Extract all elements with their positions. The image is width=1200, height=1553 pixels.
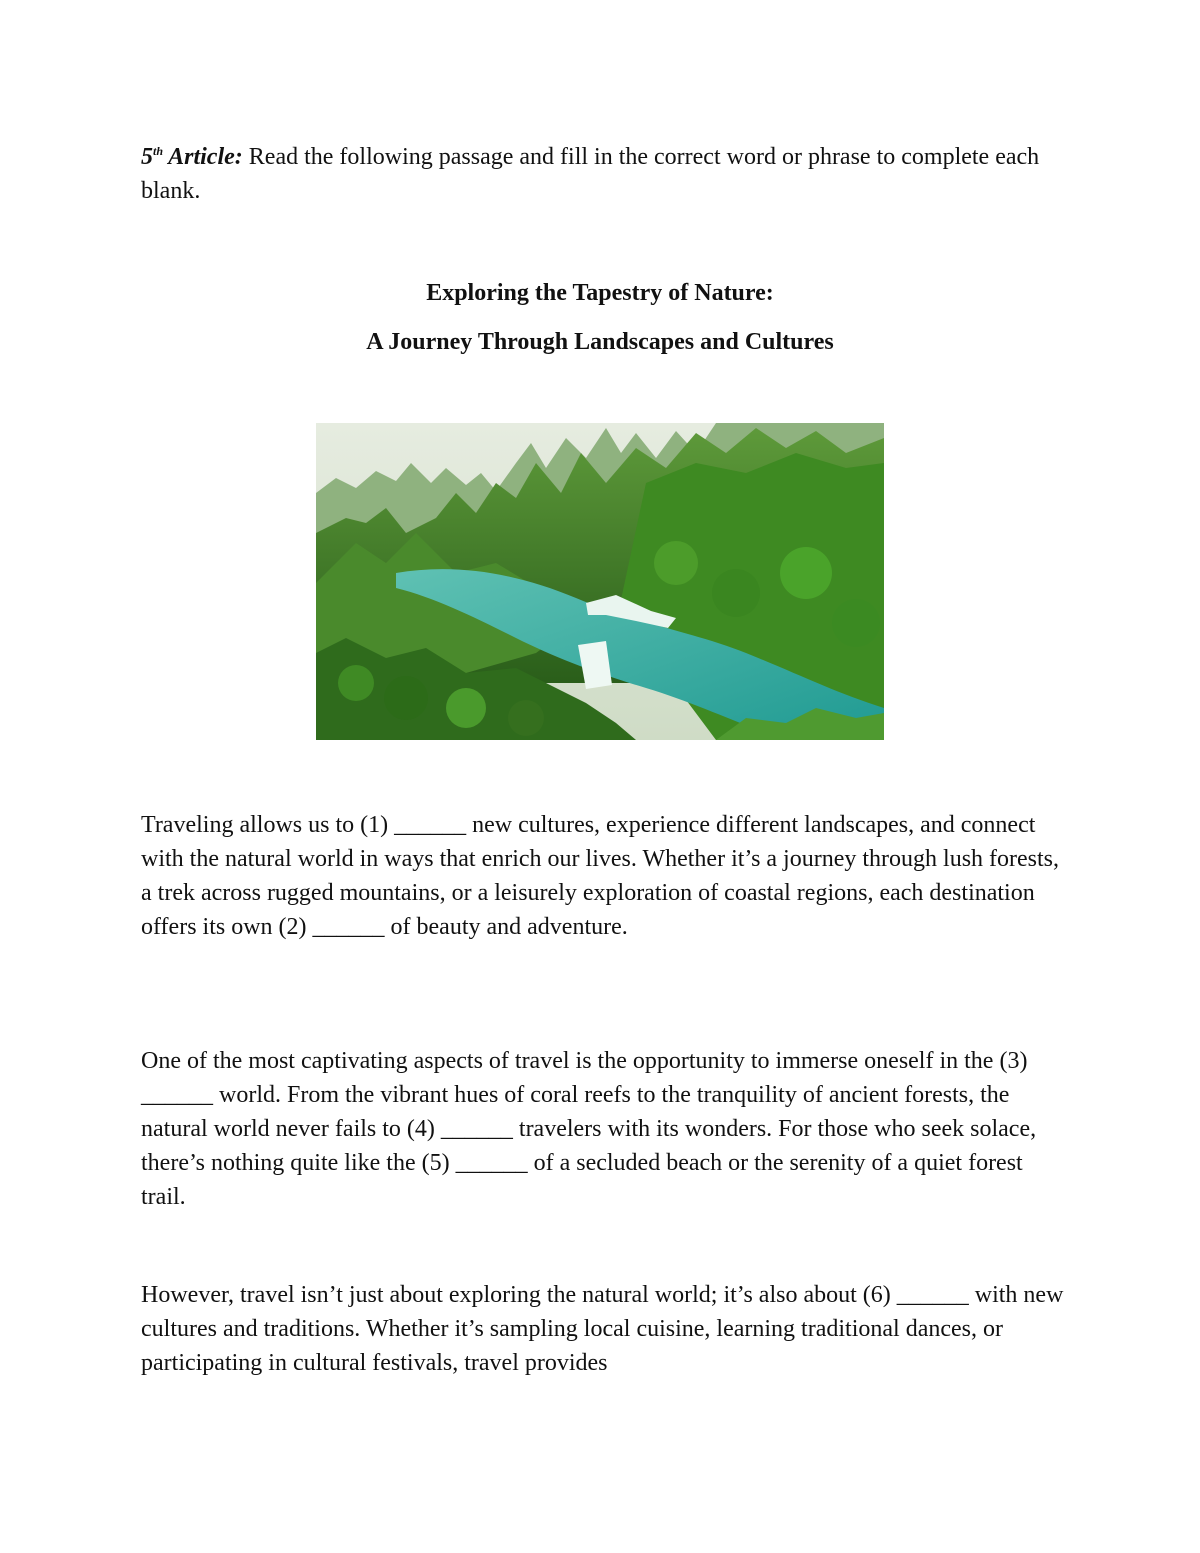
tree [780,547,832,599]
instruction-text: Read the following passage and fill in the correct word or phrase to complete each blank. [141,144,1040,204]
instruction-line [141,140,1071,208]
passage-title: Exploring the Tapestry of Nature: [426,280,774,306]
paragraph-1: Traveling allows us to (1) ______ new cultures, experience different landscapes, and connect with the natural world in ways that enrich our lives. Whether it’s a journey through lush forests, a trek across rugged mountains, or a leisurely exploration of coastal regions, each destination offers its own (2) ______ of beauty and adventure. [141,812,1060,940]
tree [832,599,880,647]
article-label-text: Article: [163,144,243,170]
paragraph-3: However, travel isn’t just about exploring the natural world; it’s also about (6) ______ with new cultures and traditions. Whether it’s sampling local cuisine, learning traditional dances, or participating in cultural festivals, travel provides [141,1282,1064,1376]
passage-subtitle: A Journey Through Landscapes and Cultures [366,329,834,355]
tree [712,569,760,617]
ordinal-suffix: th [153,144,164,158]
tree [508,700,544,736]
article-label [141,144,243,170]
article-number: 5 [141,144,153,170]
tree [446,688,486,728]
paragraph-2: One of the most captivating aspects of travel is the opportunity to immerse oneself in the (3) ______ world. From the vibrant hues of coral reefs to the tranquility of ancient forests, the natural world never fails to (4) ______ travelers with its wonders. For those who seek solace, there’s nothing quite like the (5) ______ of a secluded beach or the serenity of a quiet forest trail. [141,1048,1037,1210]
tree [654,541,698,585]
tree [384,676,428,720]
tree [338,665,374,701]
landscape-photo [316,423,884,740]
